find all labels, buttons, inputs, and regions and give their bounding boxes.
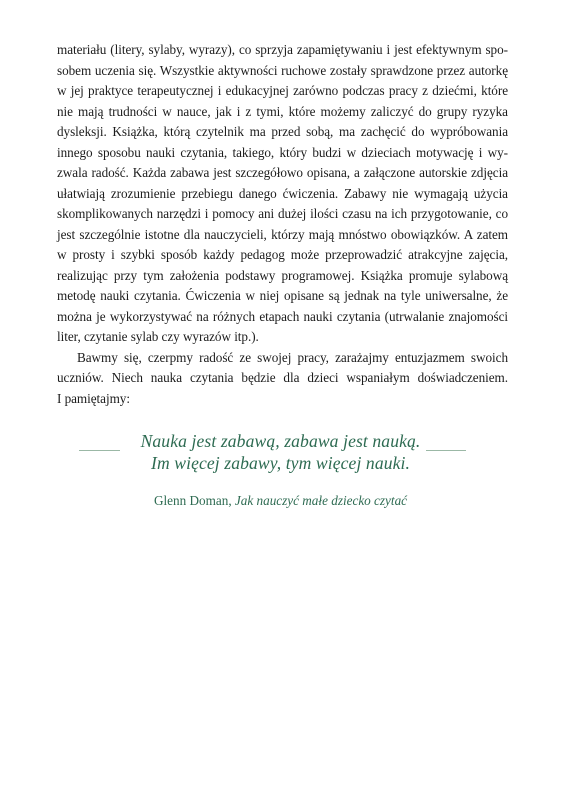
text-line: jest szczególnie istotne dla nauczycieli, którzy mają mnóstwo obowiązków. A zatem: [57, 226, 508, 242]
text-line: można je wykorzystywać na różnych etapach nauki czytania (utrwalanie znajomości: [57, 308, 508, 324]
text-line: innego sposobu nauki czytania, takiego, który budzi w dzieciach motywację i wy-: [57, 144, 508, 160]
text-line: zwala radość. Każda zabawa jest szczegółowo opisana, a załączone autorskie zdjęcia: [57, 165, 508, 180]
text-line: uczniów. Niech nauka czytania będzie dla dzieci wspaniałym doświadczeniem.: [57, 370, 508, 385]
text-line: sobem uczenia się. Wszystkie aktywności ruchowe zostały sprawdzone przez autorkę: [57, 62, 508, 78]
text-line: I pamiętajmy:: [57, 390, 130, 406]
text-line: skomplikowanych narzędzi i pomocy ani dużej ilości czasu na ich przygotowanie, co: [57, 206, 508, 221]
text-line: w jej praktyce terapeutycznej i edukacyjnej zarówno podczas pracy z dziećmi, które: [57, 83, 508, 98]
quote-author: Glenn Doman,: [153, 493, 232, 508]
text-line: dysleksji. Książka, którą czytelnik ma przed sobą, ma zachęcić do wypróbowania: [57, 124, 508, 139]
text-line: ułatwiają zrozumienie przebiegu danego ćwiczenia. Zabawy nie wymagają użycia: [57, 185, 508, 201]
text-line: w prosty i szybki sposób każdy pedagog może przeprowadzić atrakcyjne zajęcia,: [57, 247, 508, 262]
text-line: realizując przy tym założenia podstawy programowej. Książka promuje sylabową: [57, 267, 508, 283]
body-text: [57, 40, 508, 409]
paragraph-2: [57, 348, 508, 410]
epigraph-quote: [0, 430, 561, 474]
text-line: metodę nauki czytania. Ćwiczenia w niej opisane są jednak na tyle uniwersalne, że: [57, 288, 508, 303]
text-line: nie mają trudności w nauce, jak i z tymi, które możemy zaliczyć do grupy ryzyka: [57, 103, 508, 119]
quote-attribution: [0, 492, 561, 510]
text-line: liter, czytanie sylab czy wyrazów itp.).: [57, 329, 259, 344]
quote-line-2: Im więcej zabawy, tym więcej nauki.: [150, 453, 411, 473]
quote-line-1: Nauka jest zabawą, zabawa jest nauką.: [140, 431, 421, 451]
text-line: Bawmy się, czerpmy radość ze swojej pracy, zarażajmy entuzjazmem swoich: [77, 349, 508, 365]
text-line: materiału (litery, sylaby, wyrazy), co sprzyja zapamiętywaniu i jest efektywnym spo-: [57, 42, 508, 57]
quote-book-title: Jak nauczyć małe dziecko czytać: [234, 493, 408, 508]
paragraph-1: [57, 40, 508, 348]
